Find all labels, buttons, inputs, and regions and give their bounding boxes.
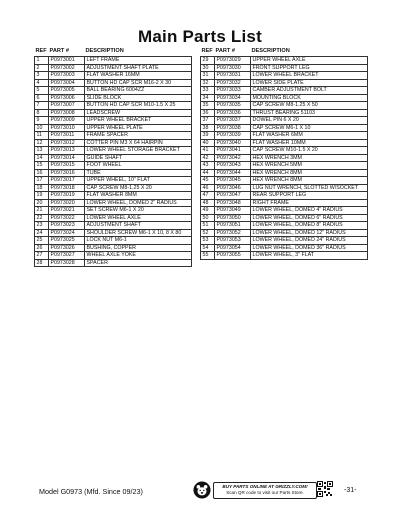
description-cell: LEFT FRAME [85, 57, 192, 65]
description-cell: LUG NUT WRENCH, SLOTTED W/SOCKET [251, 184, 368, 192]
part-number-cell: P0973032 [215, 79, 251, 87]
part-number-cell: P0973034 [215, 94, 251, 102]
ref-cell: 18 [35, 184, 49, 192]
part-number-cell: P0973047 [215, 192, 251, 200]
part-number-cell: P0973026 [49, 244, 85, 252]
description-cell: FRONT SUPPORT LEG [251, 64, 368, 72]
ref-cell: 3 [35, 72, 49, 80]
part-number-cell: P0973025 [49, 237, 85, 245]
header-ref: REF [201, 48, 213, 54]
part-number-cell: P0973046 [215, 184, 251, 192]
table-row [201, 139, 368, 147]
table-row [35, 244, 192, 252]
part-number-cell: P0973050 [215, 214, 251, 222]
part-number-cell: P0973008 [49, 109, 85, 117]
page-number: -31- [344, 487, 357, 494]
table-row [201, 244, 368, 252]
table-row [35, 214, 192, 222]
table-row [35, 117, 192, 125]
ref-cell: 43 [201, 162, 215, 170]
description-cell: LOWER WHEEL, DOMED 24" RADIUS [251, 237, 368, 245]
ref-cell: 26 [35, 244, 49, 252]
table-row [35, 79, 192, 87]
part-number-cell: P0973033 [215, 87, 251, 95]
ref-cell: 52 [201, 229, 215, 237]
table-row [201, 79, 368, 87]
ref-cell: 2 [35, 64, 49, 72]
description-cell: CAP SCREW M8-1.25 X 20 [85, 184, 192, 192]
table-row [201, 214, 368, 222]
table-row [35, 207, 192, 215]
ref-cell: 50 [201, 214, 215, 222]
ref-cell: 35 [201, 102, 215, 110]
table-row [201, 222, 368, 230]
description-cell: UPPER WHEEL BRACKET [85, 117, 192, 125]
ref-cell: 31 [201, 72, 215, 80]
description-cell: LEADSCREW [85, 109, 192, 117]
table-row [201, 87, 368, 95]
description-cell: UPPER WHEEL, 10" FLAT [85, 177, 192, 185]
ref-cell: 21 [35, 207, 49, 215]
table-row [201, 154, 368, 162]
ref-cell: 8 [35, 109, 49, 117]
model-label: Model G0973 (Mfd. Since 09/23) [39, 487, 143, 496]
table-row [35, 252, 192, 260]
description-cell: BALL BEARING 6004ZZ [85, 87, 192, 95]
part-number-cell: P0973037 [215, 117, 251, 125]
ref-cell: 55 [201, 252, 215, 260]
part-number-cell: P0973023 [49, 222, 85, 230]
part-number-cell: P0973007 [49, 102, 85, 110]
ref-cell: 47 [201, 192, 215, 200]
ref-cell: 19 [35, 192, 49, 200]
header-ref: REF [35, 48, 47, 54]
part-number-cell: P0973038 [215, 124, 251, 132]
table-row [35, 102, 192, 110]
part-number-cell: P0973045 [215, 177, 251, 185]
description-cell: SHOULDER SCREW M6-1 X 10, 8 X 80 [85, 229, 192, 237]
description-cell: LOWER SIDE PLATE [251, 79, 368, 87]
table-row [201, 132, 368, 140]
part-number-cell: P0973012 [49, 139, 85, 147]
part-number-cell: P0973029 [215, 57, 251, 65]
description-cell: RIGHT FRAME [251, 199, 368, 207]
ref-cell: 41 [201, 147, 215, 155]
ref-cell: 39 [201, 132, 215, 140]
table-row [201, 162, 368, 170]
description-cell: HEX WRENCH 8MM [251, 169, 368, 177]
part-number-cell: P0973054 [215, 244, 251, 252]
table-row [201, 207, 368, 215]
ref-cell: 16 [35, 169, 49, 177]
ref-cell: 32 [201, 79, 215, 87]
ref-cell: 30 [201, 64, 215, 72]
table-row [35, 199, 192, 207]
description-cell: HEX WRENCH 5MM [251, 162, 368, 170]
parts-table-left [34, 48, 192, 267]
description-cell: TUBE [85, 169, 192, 177]
ref-cell: 13 [35, 147, 49, 155]
ref-cell: 53 [201, 237, 215, 245]
table-row [201, 57, 368, 65]
description-cell: GUIDE SHAFT [85, 154, 192, 162]
table-row [201, 102, 368, 110]
table-row [201, 72, 368, 80]
description-cell: LOWER WHEEL AXLE [85, 214, 192, 222]
ref-cell: 54 [201, 244, 215, 252]
table-row [35, 147, 192, 155]
part-number-cell: P0973004 [49, 79, 85, 87]
part-number-cell: P0973017 [49, 177, 85, 185]
description-cell: BUSHING, COPPER [85, 244, 192, 252]
ref-cell: 6 [35, 94, 49, 102]
description-cell: REAR SUPPORT LEG [251, 192, 368, 200]
table-row [201, 117, 368, 125]
table-row [201, 229, 368, 237]
ref-cell: 42 [201, 154, 215, 162]
description-cell: BUTTON HD CAP SCR M16-2 X 30 [85, 79, 192, 87]
table-row [201, 184, 368, 192]
table-row [35, 139, 192, 147]
part-number-cell: P0973014 [49, 154, 85, 162]
description-cell: LOWER WHEEL STORAGE BRACKET [85, 147, 192, 155]
table-row [35, 124, 192, 132]
ref-cell: 17 [35, 177, 49, 185]
description-cell: LOWER WHEEL, DOMED 6" RADIUS [251, 214, 368, 222]
parts-table-right [200, 48, 368, 260]
part-number-cell: P0973051 [215, 222, 251, 230]
part-number-cell: P0973003 [49, 72, 85, 80]
table-row [201, 177, 368, 185]
ref-cell: 36 [201, 109, 215, 117]
description-cell: FLAT WASHER 8MM [85, 192, 192, 200]
description-cell: FOOT WHEEL [85, 162, 192, 170]
part-number-cell: P0973024 [49, 229, 85, 237]
ref-cell: 24 [35, 229, 49, 237]
part-number-cell: P0973001 [49, 57, 85, 65]
part-number-cell: P0973044 [215, 169, 251, 177]
part-number-cell: P0973005 [49, 87, 85, 95]
header-description: DESCRIPTION [85, 48, 124, 54]
description-cell: CAP SCREW M8-1.25 X 50 [251, 102, 368, 110]
header-part: PART # [215, 48, 235, 54]
table-row [35, 57, 192, 65]
table-row [35, 132, 192, 140]
ref-cell: 4 [35, 79, 49, 87]
part-number-cell: P0973011 [49, 132, 85, 140]
bear-logo-icon [193, 481, 211, 499]
ref-cell: 46 [201, 184, 215, 192]
table-row [201, 124, 368, 132]
description-cell: LOWER WHEEL BRACKET [251, 72, 368, 80]
description-cell: SET SCREW M6-1 X 20 [85, 207, 192, 215]
table-row [35, 64, 192, 72]
ref-cell: 40 [201, 139, 215, 147]
part-number-cell: P0973018 [49, 184, 85, 192]
ref-cell: 34 [201, 94, 215, 102]
ref-cell: 29 [201, 57, 215, 65]
part-number-cell: P0973021 [49, 207, 85, 215]
table-row [201, 192, 368, 200]
promo-line-2: Scan QR code to visit our Parts Store. [226, 490, 304, 495]
part-number-cell: P0973009 [49, 117, 85, 125]
table-row [201, 252, 368, 260]
ref-cell: 1 [35, 57, 49, 65]
part-number-cell: P0973019 [49, 192, 85, 200]
description-cell: HEX WRENCH 3MM [251, 154, 368, 162]
description-cell: FLAT WASHER 6MM [251, 132, 368, 140]
part-number-cell: P0973010 [49, 124, 85, 132]
part-number-cell: P0973002 [49, 64, 85, 72]
part-number-cell: P0973048 [215, 199, 251, 207]
ref-cell: 5 [35, 87, 49, 95]
description-cell: THRUST BEARING 51103 [251, 109, 368, 117]
part-number-cell: P0973013 [49, 147, 85, 155]
description-cell: SLIDE BLOCK [85, 94, 192, 102]
part-number-cell: P0973049 [215, 207, 251, 215]
table-row [35, 229, 192, 237]
part-number-cell: P0973036 [215, 109, 251, 117]
description-cell: WHEEL AXLE YOKE [85, 252, 192, 260]
ref-cell: 38 [201, 124, 215, 132]
ref-cell: 22 [35, 214, 49, 222]
part-number-cell: P0973043 [215, 162, 251, 170]
part-number-cell: P0973052 [215, 229, 251, 237]
table-row [35, 222, 192, 230]
description-cell: LOWER WHEEL, DOMED 8" RADIUS [251, 222, 368, 230]
table-row [35, 162, 192, 170]
part-number-cell: P0973035 [215, 102, 251, 110]
description-cell: FLAT WASHER 10MM [251, 139, 368, 147]
table-row [35, 109, 192, 117]
description-cell: CAP SCREW M6-1 X 10 [251, 124, 368, 132]
part-number-cell: P0973015 [49, 162, 85, 170]
ref-cell: 48 [201, 199, 215, 207]
description-cell: LOWER WHEEL, DOMED 12" RADIUS [251, 229, 368, 237]
ref-cell: 25 [35, 237, 49, 245]
part-number-cell: P0973020 [49, 199, 85, 207]
description-cell: LOWER WHEEL, DOMED 36" RADIUS [251, 244, 368, 252]
part-number-cell: P0973042 [215, 154, 251, 162]
description-cell: UPPER WHEEL AXLE [251, 57, 368, 65]
parts-promo-box[interactable] [213, 482, 317, 499]
ref-cell: 15 [35, 162, 49, 170]
part-number-cell: P0973041 [215, 147, 251, 155]
ref-cell: 7 [35, 102, 49, 110]
table-row [201, 64, 368, 72]
description-cell: BUTTON HD CAP SCR M10-1.5 X 25 [85, 102, 192, 110]
table-row [35, 154, 192, 162]
description-cell: MOUNTING BLOCK [251, 94, 368, 102]
description-cell: LOWER WHEEL, DOMED 4" RADIUS [251, 207, 368, 215]
ref-cell: 44 [201, 169, 215, 177]
ref-cell: 9 [35, 117, 49, 125]
promo-line-1: BUY PARTS ONLINE AT GRIZZLY.COM! [222, 484, 308, 489]
ref-cell: 12 [35, 139, 49, 147]
ref-cell: 37 [201, 117, 215, 125]
description-cell: FRAME SPACER [85, 132, 192, 140]
table-row [35, 94, 192, 102]
table-row [35, 87, 192, 95]
qr-code-icon[interactable] [317, 481, 333, 497]
table-row [35, 184, 192, 192]
description-cell: DOWEL PIN 6 X 20 [251, 117, 368, 125]
ref-cell: 20 [35, 199, 49, 207]
table-row [35, 72, 192, 80]
description-cell: ADJUSTMENT SHAFT PLATE [85, 64, 192, 72]
description-cell: COTTER PIN M3 X 64 HAIRPIN [85, 139, 192, 147]
part-number-cell: P0973030 [215, 64, 251, 72]
page-footer [0, 481, 400, 501]
ref-cell: 45 [201, 177, 215, 185]
table-row [201, 147, 368, 155]
part-number-cell: P0973039 [215, 132, 251, 140]
description-cell: LOWER WHEEL, 3" FLAT [251, 252, 368, 260]
part-number-cell: P0973006 [49, 94, 85, 102]
description-cell: FLAT WASHER 16MM [85, 72, 192, 80]
part-number-cell: P0973053 [215, 237, 251, 245]
description-cell: SPACER [85, 259, 192, 267]
description-cell: ADJUSTMENT SHAFT [85, 222, 192, 230]
table-row [35, 192, 192, 200]
table-row [35, 259, 192, 267]
part-number-cell: P0973016 [49, 169, 85, 177]
header-description: DESCRIPTION [251, 48, 290, 54]
table-row [201, 94, 368, 102]
table-row [201, 169, 368, 177]
description-cell: CAMBER ADJUSTMENT BOLT [251, 87, 368, 95]
table-row [35, 237, 192, 245]
description-cell: CAP SCREW M10-1.5 X 20 [251, 147, 368, 155]
ref-cell: 33 [201, 87, 215, 95]
part-number-cell: P0973027 [49, 252, 85, 260]
ref-cell: 11 [35, 132, 49, 140]
table-row [201, 237, 368, 245]
table-row [35, 169, 192, 177]
page-title: Main Parts List [138, 27, 262, 46]
description-cell: LOCK NUT M6-1 [85, 237, 192, 245]
table-row [201, 109, 368, 117]
ref-cell: 23 [35, 222, 49, 230]
description-cell: UPPER WHEEL PLATE [85, 124, 192, 132]
table-row [35, 177, 192, 185]
part-number-cell: P0973040 [215, 139, 251, 147]
ref-cell: 27 [35, 252, 49, 260]
ref-cell: 51 [201, 222, 215, 230]
ref-cell: 10 [35, 124, 49, 132]
part-number-cell: P0973028 [49, 259, 85, 267]
part-number-cell: P0973031 [215, 72, 251, 80]
description-cell: HEX WRENCH 8MM [251, 177, 368, 185]
part-number-cell: P0973055 [215, 252, 251, 260]
part-number-cell: P0973022 [49, 214, 85, 222]
ref-cell: 14 [35, 154, 49, 162]
ref-cell: 49 [201, 207, 215, 215]
description-cell: LOWER WHEEL, DOMED 2" RADIUS [85, 199, 192, 207]
ref-cell: 28 [35, 259, 49, 267]
header-part: PART # [49, 48, 69, 54]
table-row [201, 199, 368, 207]
